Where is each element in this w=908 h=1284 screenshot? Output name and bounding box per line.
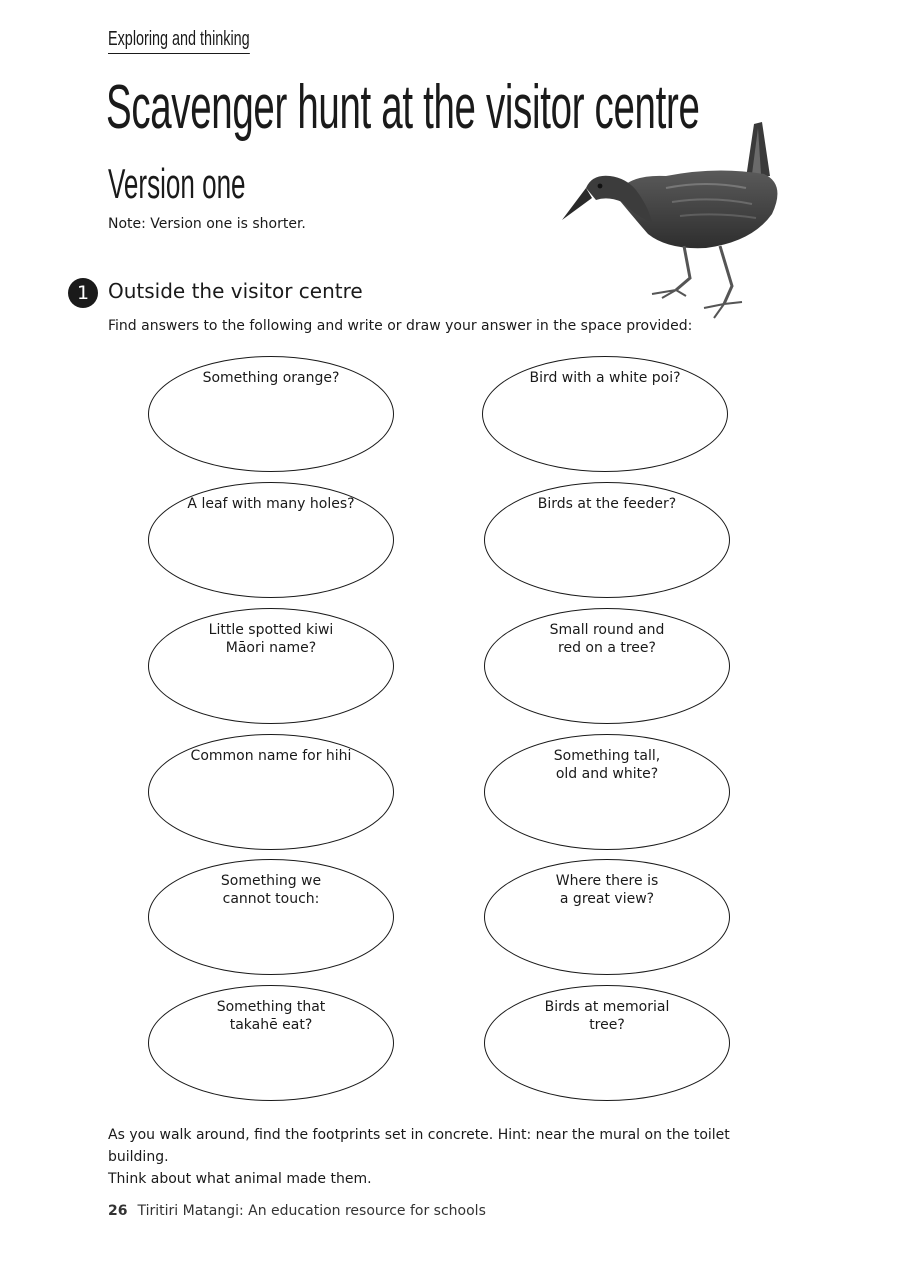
hint-line-2: Think about what animal made them. (108, 1171, 372, 1187)
page-number: 26 (108, 1203, 128, 1219)
instruction-text: Find answers to the following and write or draw your answer in the space provided: (108, 318, 693, 334)
version-note: Note: Version one is shorter. (108, 216, 306, 232)
answer-oval[interactable] (484, 608, 730, 724)
oval-question: Something orange? (202, 370, 340, 386)
answer-oval[interactable] (148, 734, 394, 850)
footprints-hint (108, 1124, 768, 1190)
takahe-bird-icon (556, 118, 788, 322)
answer-oval[interactable] (148, 859, 394, 975)
answer-oval[interactable] (482, 356, 728, 472)
hint-line-1: As you walk around, find the footprints set in concrete. Hint: near the mural on the toilet building. (108, 1127, 730, 1165)
answer-oval[interactable] (484, 859, 730, 975)
answer-oval[interactable] (484, 985, 730, 1101)
page-footer (108, 1203, 486, 1219)
step-heading: Outside the visitor centre (108, 279, 363, 303)
oval-question: A leaf with many holes? (187, 496, 355, 512)
answer-oval[interactable] (484, 734, 730, 850)
section-label: Exploring and thinking (108, 28, 250, 54)
oval-question: Bird with a white poi? (529, 370, 681, 386)
page-title: Scavenger hunt at the visitor centre (106, 73, 700, 142)
publication-title: Tiritiri Matangi: An education resource for schools (137, 1203, 486, 1219)
version-heading: Version one (108, 160, 246, 207)
answer-oval[interactable] (148, 356, 394, 472)
oval-question: Birds at memorial tree? (544, 999, 670, 1033)
answer-oval[interactable] (484, 482, 730, 598)
answer-oval[interactable] (148, 608, 394, 724)
oval-question: Something that takahē eat? (216, 999, 326, 1033)
answer-oval[interactable] (148, 482, 394, 598)
step-number-badge: 1 (68, 278, 98, 308)
oval-question: Small round and red on a tree? (549, 622, 665, 656)
answer-oval[interactable] (148, 985, 394, 1101)
oval-question: Common name for hihi (190, 748, 352, 764)
oval-question: Little spotted kiwi Māori name? (208, 622, 334, 656)
oval-question: Something we cannot touch: (220, 873, 322, 907)
oval-question: Something tall, old and white? (553, 748, 661, 782)
oval-question: Where there is a great view? (555, 873, 659, 907)
oval-question: Birds at the feeder? (537, 496, 677, 512)
